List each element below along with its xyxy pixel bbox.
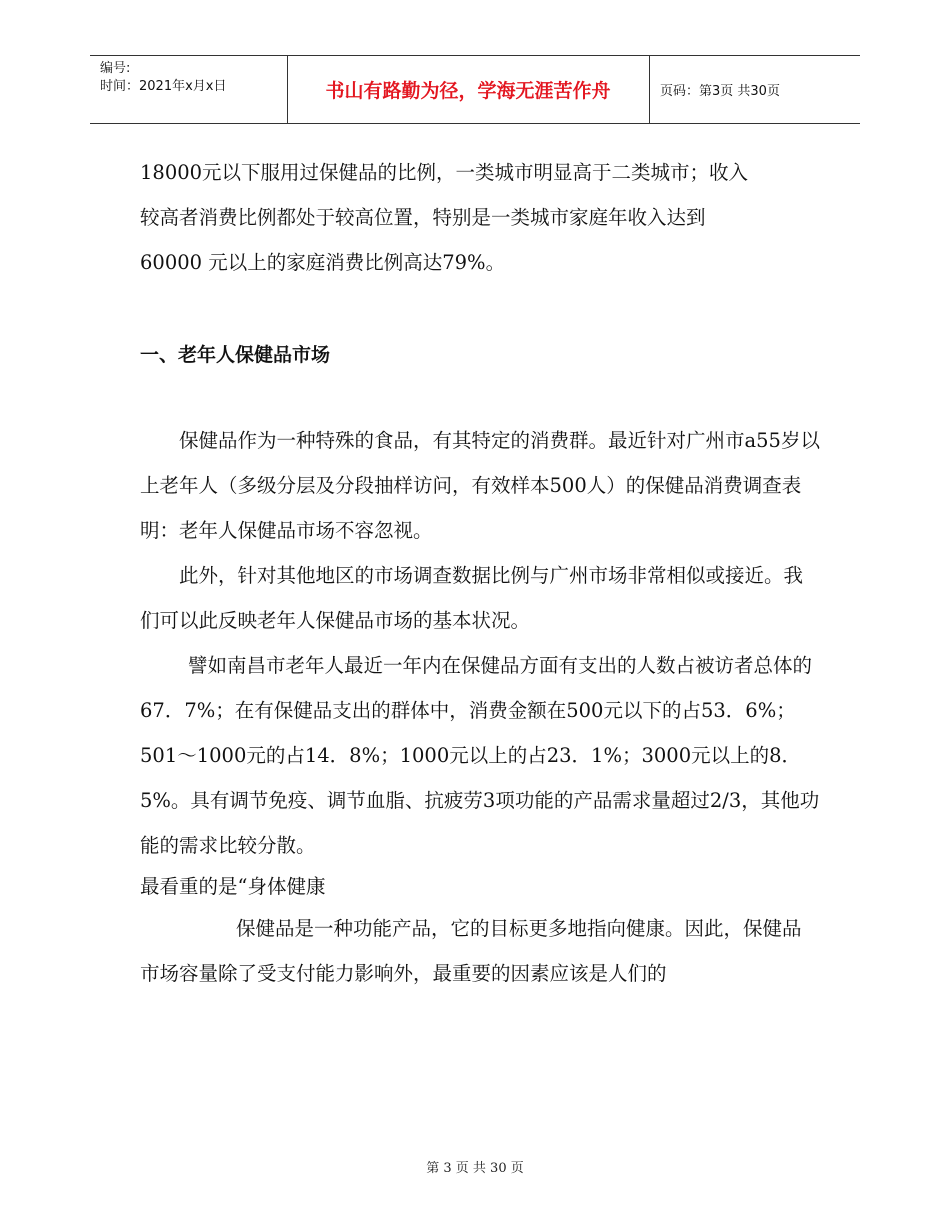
- subheading: 最看重的是“身体健康: [140, 875, 326, 898]
- paragraph-2: 此外，针对其他地区的市场调查数据比例与广州市场非常相似或接近。我们可以此反映老年人保健品市场的基本状况。: [140, 564, 804, 632]
- header-motto: 书山有路勤为径，学海无涯苦作舟: [325, 80, 611, 102]
- document-body: [140, 150, 820, 996]
- document-number-label: 编号:: [100, 61, 131, 76]
- header-meta: [100, 60, 226, 96]
- intro-line-3: 60000 元以上的家庭消费比例高达79%。: [140, 251, 506, 274]
- page-header: [90, 55, 860, 124]
- header-page-number: 页码：第3页 共30页: [660, 84, 780, 99]
- page-footer: 第 3 页 共 30 页: [426, 1161, 524, 1176]
- header-divider-right: [649, 56, 650, 123]
- intro-line-1: 18000元以下服用过保健品的比例，一类城市明显高于二类城市；收入: [140, 161, 749, 184]
- intro-line-2: 较高者消费比例都处于较高位置，特别是一类城市家庭年收入达到: [140, 206, 706, 229]
- section-title: 一、老年人保健品市场: [140, 344, 331, 366]
- document-time-label: 时间：2021年x月x日: [100, 79, 227, 94]
- paragraph-1: 保健品作为一种特殊的食品，有其特定的消费群。最近针对广州市a55岁以上老年人（多级分层及分段抽样访问，有效样本500人）的保健品消费调查表明：老年人保健品市场不容忽视。: [140, 429, 820, 542]
- paragraph-3: 譬如南昌市老年人最近一年内在保健品方面有支出的人数占被访者总体的67．7%；在有保健品支出的群体中，消费金额在500元以下的占53．6%；501～1000元的占14．8%；1000元以上的占23．1%；3000元以上的8．5%。具有调节免疫、调节血脂、抗疲劳3项功能的产品需求量超过2/3，其他功能的需求比较分散。: [140, 654, 820, 857]
- paragraph-4: 保健品是一种功能产品，它的目标更多地指向健康。因此，保健品市场容量除了受支付能力影响外，最重要的因素应该是人们的: [140, 917, 802, 985]
